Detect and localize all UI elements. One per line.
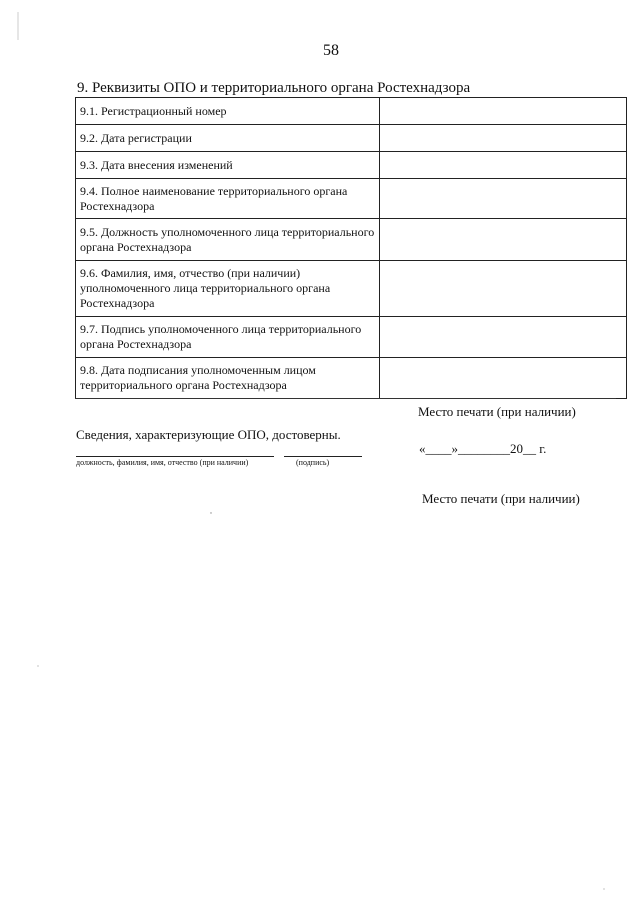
row-label: 9.3. Дата внесения изменений — [76, 152, 380, 179]
stamp-place-label: Место печати (при наличии) — [422, 491, 580, 506]
table-row — [76, 219, 627, 261]
row-value — [380, 261, 627, 317]
reliability-statement: Сведения, характеризующие ОПО, достоверны. — [76, 427, 341, 442]
row-value — [380, 125, 627, 152]
position-name-caption: должность, фамилия, имя, отчество (при наличии) — [76, 458, 249, 467]
row-label: 9.1. Регистрационный номер — [76, 98, 380, 125]
signature-caption: (подпись) — [296, 458, 330, 467]
table-row — [76, 152, 627, 179]
table-row — [76, 261, 627, 317]
date-field: «____»________20__ г. — [419, 441, 547, 456]
row-value — [380, 98, 627, 125]
section-title: 9. Реквизиты ОПО и территориального органа Ростехнадзора — [77, 80, 471, 96]
row-label: 9.2. Дата регистрации — [76, 125, 380, 152]
position-name-line — [76, 456, 274, 457]
table-bottom-rule — [75, 398, 616, 399]
row-label: 9.8. Дата подписания уполномоченным лицом территориального органа Ростехнадзора — [76, 358, 380, 399]
row-label: 9.4. Полное наименование территориального органа Ростехнадзора — [76, 179, 380, 219]
row-label: 9.7. Подпись уполномоченного лица территориального органа Ростехнадзора — [76, 317, 380, 358]
row-label: 9.6. Фамилия, имя, отчество (при наличии) уполномоченного лица территориального органа Ростехнадзора — [76, 261, 380, 317]
table-row — [76, 125, 627, 152]
page-number: 58 — [323, 42, 339, 59]
table-row — [76, 317, 627, 358]
table-row — [76, 358, 627, 399]
row-value — [380, 219, 627, 261]
table-row — [76, 98, 627, 125]
table-row — [76, 179, 627, 219]
row-value — [380, 317, 627, 358]
row-value — [380, 358, 627, 399]
signature-line — [284, 456, 362, 457]
row-value — [380, 179, 627, 219]
row-value — [380, 152, 627, 179]
row-label: 9.5. Должность уполномоченного лица территориального органа Ростехнадзора — [76, 219, 380, 261]
requisites-table — [75, 97, 627, 399]
stamp-place-label: Место печати (при наличии) — [418, 404, 576, 419]
